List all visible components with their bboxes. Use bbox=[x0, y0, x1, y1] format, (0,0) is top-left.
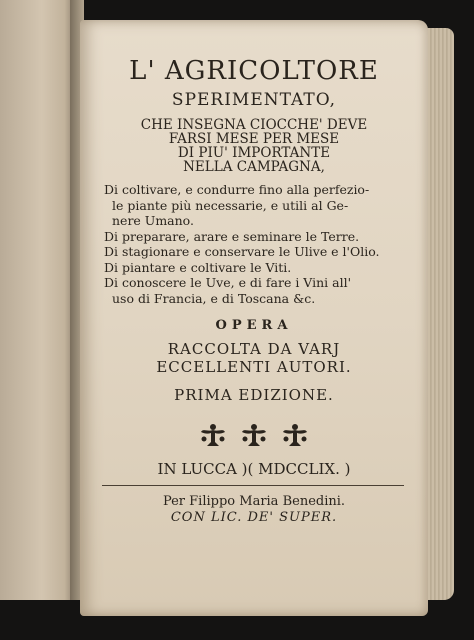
printer-line: Per Filippo Maria Benedini. bbox=[162, 494, 346, 509]
imprint-line: IN LUCCA )( MDCCLIX. ) bbox=[157, 460, 351, 478]
description-line: Di preparare, arare e seminare le Terre. bbox=[104, 228, 360, 244]
divider bbox=[102, 485, 404, 486]
intro-line: FARSI MESE PER MESE bbox=[168, 131, 340, 147]
intro-line: DI PIU' IMPORTANTE bbox=[177, 145, 331, 161]
description-line: Di coltivare, e condurre fino alla perfezio- bbox=[104, 182, 370, 197]
title-page bbox=[80, 20, 428, 616]
fleuron-icon bbox=[199, 422, 227, 448]
authors-line: ECCELLENTI AUTORI. bbox=[156, 358, 352, 376]
description-line: nere Umano. bbox=[112, 213, 194, 228]
description-line: Di stagionare e conservare le Ulive e l'Olio. bbox=[104, 244, 380, 259]
fleuron-icon bbox=[240, 422, 268, 448]
book-title: L' AGRICOLTORE bbox=[129, 56, 379, 86]
license-line: CON LIC. DE' SUPER. bbox=[170, 510, 338, 525]
collection-line: RACCOLTA DA VARJ bbox=[167, 340, 341, 358]
book-subtitle: SPERIMENTATO, bbox=[171, 90, 337, 110]
description-line: Di piantare e coltivare le Viti. bbox=[104, 259, 292, 275]
left-page bbox=[0, 0, 76, 600]
description-block bbox=[104, 182, 412, 306]
intro-line: NELLA CAMPAGNA, bbox=[183, 159, 325, 175]
fleuron-icon bbox=[281, 422, 309, 448]
description-line: Di conoscere le Uve, e di fare i Vini all' bbox=[104, 275, 352, 290]
intro-line: CHE INSEGNA CIOCCHE' DEVE bbox=[140, 117, 368, 133]
edition-line: PRIMA EDIZIONE. bbox=[174, 386, 334, 404]
description-line: le piante più necessarie, e utili al Ge- bbox=[112, 197, 349, 213]
opera-heading: OPERA bbox=[215, 318, 293, 333]
printer-ornaments bbox=[80, 422, 428, 452]
description-line: uso di Francia, e di Toscana &c. bbox=[112, 290, 316, 306]
